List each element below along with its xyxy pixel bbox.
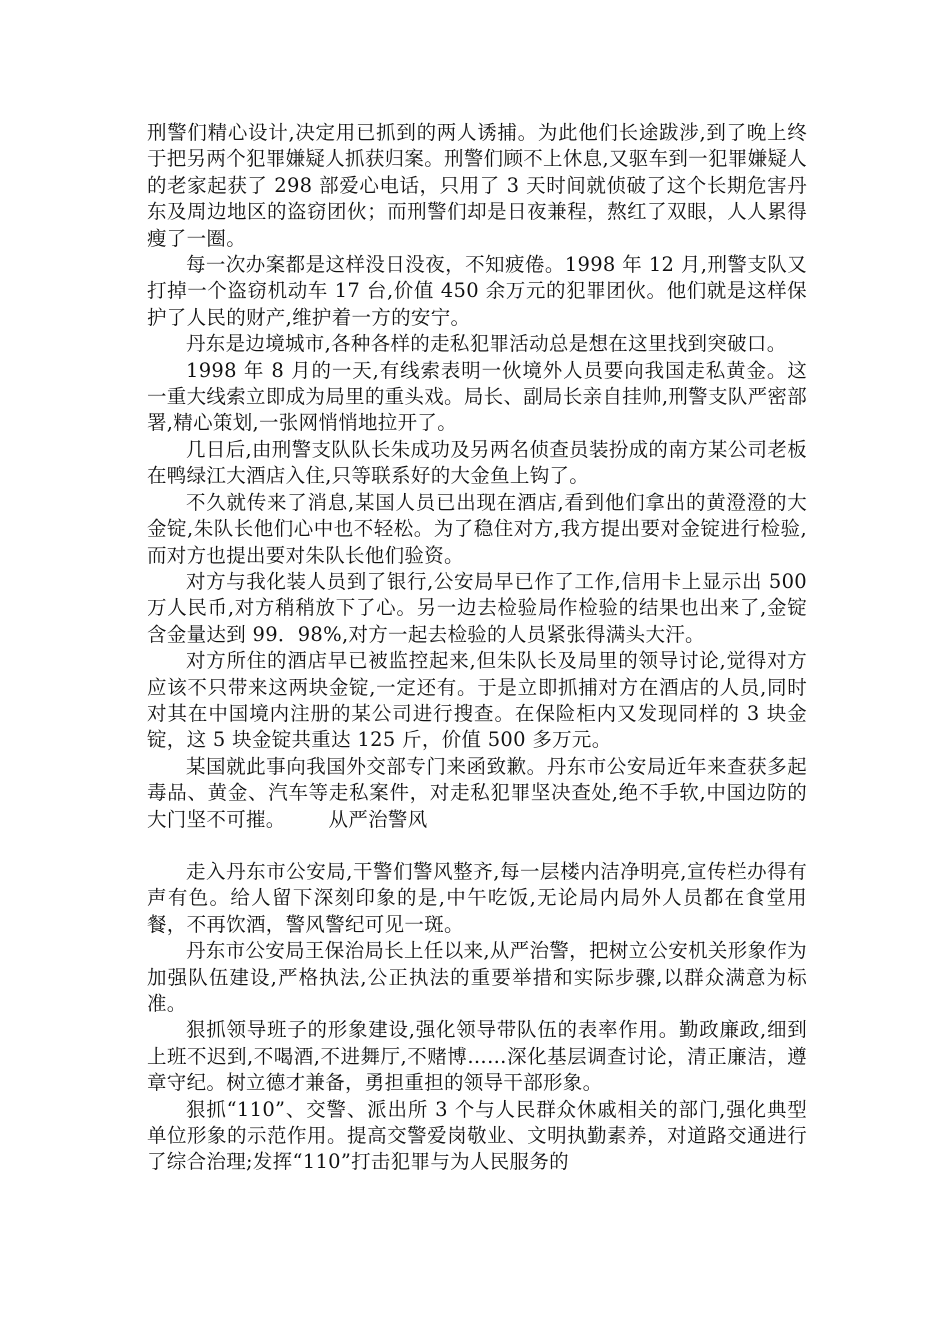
paragraph: 丹东市公安局王保治局长上任以来,从严治警，把树立公安机关形象作为加强队伍建设,严格执法,公正执法的重要举措和实际步骤,以群众满意为标准。 [147,939,807,1015]
paragraph: 每一次办案都是这样没日没夜，不知疲倦。1998 年 12 月,刑警支队又打掉一个盗窃机动车 17 台,价值 450 余万元的犯罪团伙。他们就是这样保护了人民的财产,维护着一方的安宁。 [147,253,807,329]
paragraph: 狠抓“110”、交警、派出所 3 个与人民群众休戚相关的部门,强化典型单位形象的示范作用。提高交警爱岗敬业、文明执勤素养，对道路交通进行了综合治理;发挥“110”打击犯罪与为人民服务的 [147,1097,807,1174]
paragraph: 对方所住的酒店早已被监控起来,但朱队长及局里的领导讨论,觉得对方应该不只带来这两块金锭,一定还有。于是立即抓捕对方在酒店的人员,同时对其在中国境内注册的某公司进行搜查。在保险柜内又发现同样的 3 块金锭，这 5 块金锭共重达 125 斤，价值 500 多万元。 [147,649,807,752]
paragraph: 不久就传来了消息,某国人员已出现在酒店,看到他们拿出的黄澄澄的大金锭,朱队长他们心中也不轻松。为了稳住对方,我方提出要对金锭进行检验,而对方也提出要对朱队长他们验资。 [147,490,807,567]
blank-line [147,833,807,859]
paragraph: 对方与我化装人员到了银行,公安局早已作了工作,信用卡上显示出 500 万人民币,对方稍稍放下了心。另一边去检验局作检验的结果也出来了,金锭含金量达到 99．98%,对方一起去检验的人员紧张得满头大汗。 [147,569,807,646]
paragraph: 1998 年 8 月的一天,有线索表明一伙境外人员要向我国走私黄金。这一重大线索立即成为局里的重头戏。局长、副局长亲自挂帅,刑警支队严密部署,精心策划,一张网悄悄地拉开了。 [147,358,807,435]
article-body [147,120,807,1176]
paragraph: 丹东是边境城市,各种各样的走私犯罪活动总是想在这里找到突破口。 [186,332,787,356]
paragraph: 狠抓领导班子的形象建设,强化领导带队伍的表率作用。勤政廉政,细到上班不迟到,不喝酒,不进舞厅,不赌博……深化基层调查讨论，清正廉洁，遵章守纪。树立德才兼备，勇担重担的领导干部形象。 [147,1018,807,1095]
section-heading: 从严治警风 [328,807,428,831]
paragraph-text: 某国就此事向我国外交部专门来函致歉。丹东市公安局近年来查获多起毒品、黄金、汽车等走私案件，对走私犯罪坚决查处,绝不手软,中国边防的大门坚不可摧。 [147,754,807,831]
paragraph: 走入丹东市公安局,干警们警风整齐,每一层楼内洁净明亮,宣传栏办得有声有色。给人留下深刻印象的是,中午吃饭,无论局内局外人员都在食堂用餐，不再饮酒，警风警纪可见一斑。 [147,859,807,936]
paragraph: 几日后,由刑警支队队长朱成功及另两名侦查员装扮成的南方某公司老板在鸭绿江大酒店入住,只等联系好的大金鱼上钩了。 [147,437,807,488]
paragraph: 刑警们精心设计,决定用已抓到的两人诱捕。为此他们长途跋涉,到了晚上终于把另两个犯罪嫌疑人抓获归案。刑警们顾不上休息,又驱车到一犯罪嫌疑人的老家起获了 298 部爱心电话，只用了 3 天时间就侦破了这个长期危害丹东及周边地区的盗窃团伙；而刑警们却是日夜兼程，熬红了双眼，人人累得瘦了一圈。 [147,121,807,250]
paragraph-with-heading [147,754,807,833]
